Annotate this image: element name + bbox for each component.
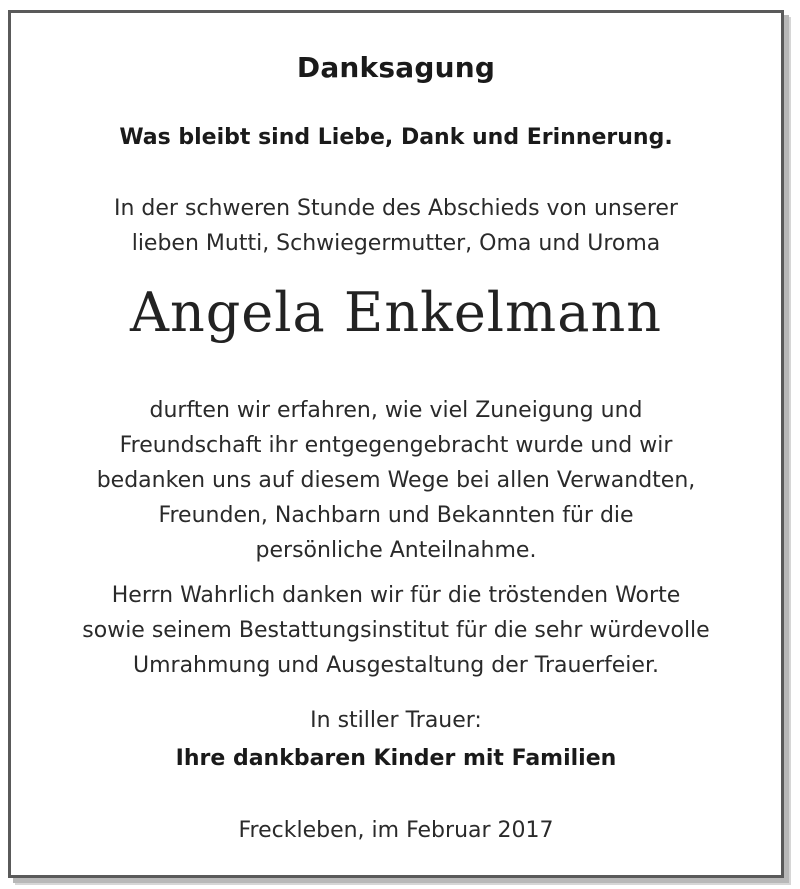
paragraph-line: Umrahmung und Ausgestaltung der Trauerfeier. xyxy=(133,653,659,678)
funeral-thanks-paragraph xyxy=(11,578,781,683)
paragraph-line: sowie seinem Bestattungsinstitut für die sehr würdevolle xyxy=(82,618,710,643)
paragraph-line: bedanken uns auf diesem Wege bei allen Verwandten, xyxy=(96,468,696,493)
signature: Ihre dankbaren Kinder mit Familien xyxy=(175,746,617,771)
intro-text xyxy=(11,191,781,261)
closing-phrase: In stiller Trauer: xyxy=(310,708,482,733)
obituary-notice xyxy=(8,10,784,878)
place-and-date: Freckleben, im Februar 2017 xyxy=(238,818,554,843)
thanks-paragraph xyxy=(11,393,781,568)
paragraph-line: Herrn Wahrlich danken wir für die tröstenden Worte xyxy=(111,583,681,608)
paragraph-line: Freundschaft ihr entgegengebracht wurde und wir xyxy=(119,433,673,458)
deceased-name: Angela Enkelmann xyxy=(129,281,663,344)
paragraph-line: Freunden, Nachbarn und Bekannten für die xyxy=(158,503,634,528)
notice-title: Danksagung xyxy=(296,51,496,84)
notice-motto: Was bleibt sind Liebe, Dank und Erinnerung. xyxy=(119,125,673,150)
paragraph-line: durften wir erfahren, wie viel Zuneigung und xyxy=(149,398,643,423)
intro-line: lieben Mutti, Schwiegermutter, Oma und Uroma xyxy=(131,231,661,256)
intro-line: In der schweren Stunde des Abschieds von unserer xyxy=(114,196,678,221)
paragraph-line: persönliche Anteilnahme. xyxy=(255,538,537,563)
